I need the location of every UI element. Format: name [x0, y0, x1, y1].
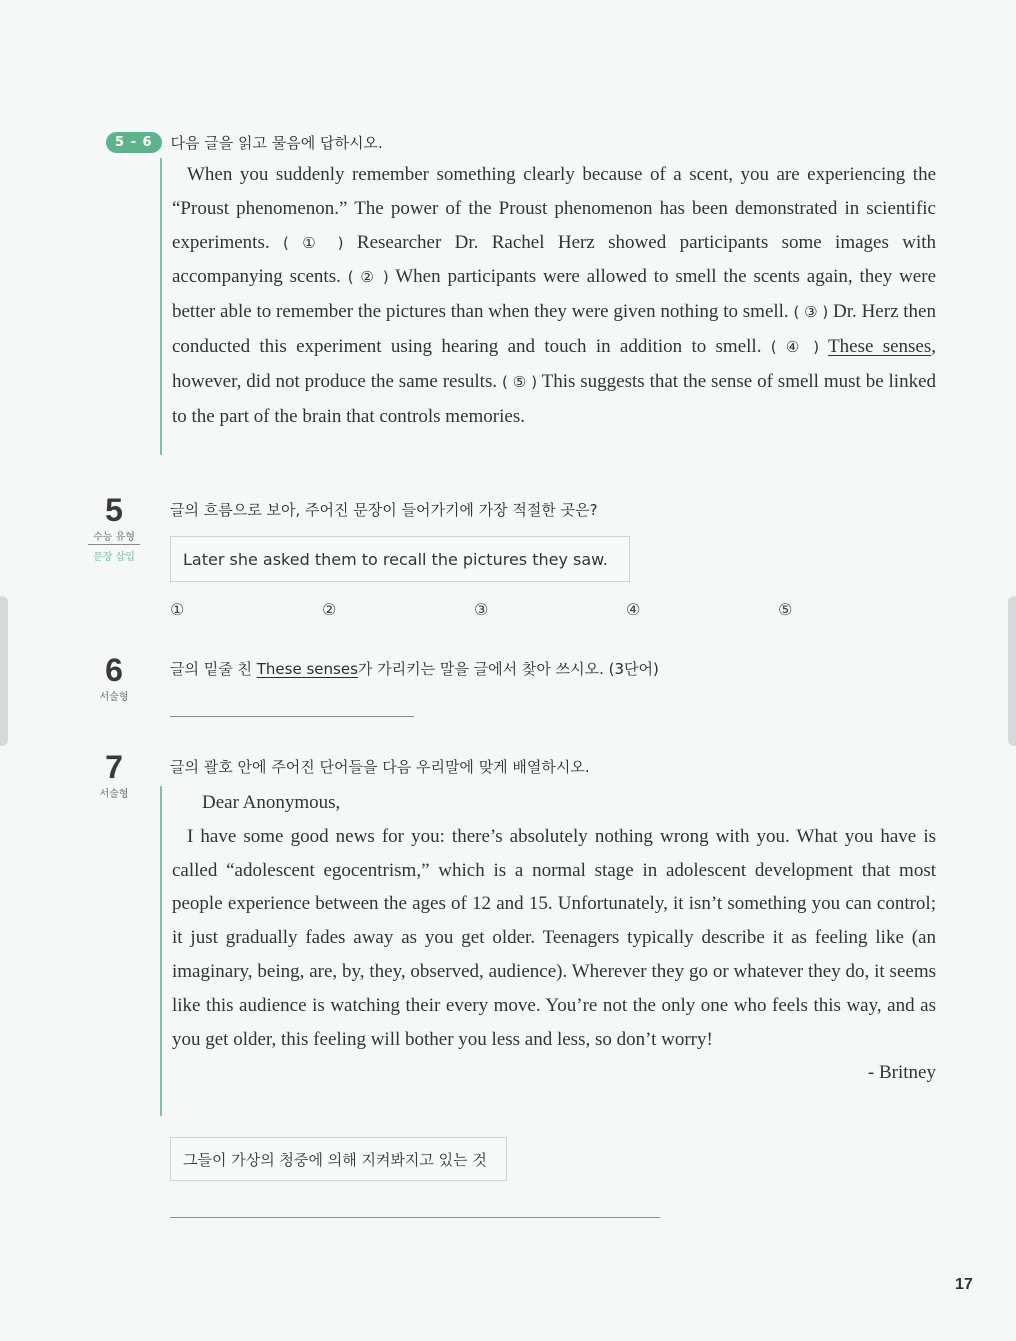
passage-paragraph: When you suddenly remember something clearly because of a scent, you are experiencing the “Proust phenomenon.” The power of the Proust phenomenon has been demonstrated in scientific experiments. ( ① ) Researcher Dr. Rachel Herz showed participants some images with accompanying scents. ( ② ) When participants were allowed to smell the scents again, they were better able to remember the pictures than when they were given nothing to smell. ( ③ ) Dr. Herz then conducted this experiment using hearing and touch in addition to smell. ( ④ ) These senses, however, did not produce the same results. ( ⑤ ) This suggests that the sense of smell must be linked to the part of the brain that controls memories.	[172, 164, 937, 427]
letter-signature: - Britney	[867, 1062, 936, 1084]
section-instruction: 다음 글을 읽고 물음에 답하시오.	[170, 134, 383, 152]
question-7-prompt: 글의 괄호 안에 주어진 단어들을 다음 우리말에 맞게 배열하시오.	[170, 758, 590, 776]
question-6-number: 6	[105, 652, 123, 688]
insertion-marker-2: ( ② )	[347, 268, 389, 287]
page-number: 17	[955, 1276, 973, 1293]
question-7-answer-line[interactable]	[170, 1217, 660, 1218]
letter-greeting: Dear Anonymous,	[202, 792, 341, 813]
question-5-tag-divider	[88, 544, 140, 545]
question-5-subtype-tag: 문장 삽입	[93, 552, 135, 563]
insertion-marker-4: ( ④ )	[770, 337, 820, 356]
question-6-prompt: 글의 밑줄 친 These senses가 가리키는 말을 글에서 찾아 쓰시오. (3단어)	[170, 660, 659, 678]
right-page-tab[interactable]	[1008, 596, 1016, 746]
korean-hint: 그들이 가상의 청중에 의해 지켜봐지고 있는 것	[183, 1150, 487, 1169]
question-7-type-tag: 서술형	[99, 789, 129, 800]
choice-5[interactable]: ⑤	[778, 600, 793, 619]
choice-4[interactable]: ④	[626, 600, 641, 619]
question-5-type-tag: 수능 유형	[93, 532, 135, 543]
given-sentence-box	[170, 536, 630, 582]
question-5-number: 5	[105, 492, 123, 528]
underlined-reference: These senses	[256, 660, 358, 678]
reading-passage	[160, 158, 936, 455]
question-6-answer-line[interactable]	[170, 716, 414, 717]
question-5-prompt: 글의 흐름으로 보아, 주어진 문장이 들어가기에 가장 적절한 곳은?	[170, 501, 598, 519]
choice-1[interactable]: ①	[170, 600, 185, 619]
question-range-badge: 5 - 6	[106, 132, 162, 153]
section-header	[106, 132, 383, 153]
question-7-number: 7	[105, 749, 123, 785]
left-page-tab[interactable]	[0, 596, 8, 746]
given-sentence: Later she asked them to recall the pictures they saw.	[183, 549, 608, 569]
insertion-marker-5: ( ⑤ )	[501, 372, 538, 391]
insertion-marker-1: ( ① )	[282, 233, 344, 252]
letter-passage	[160, 786, 936, 1116]
insertion-marker-3: ( ③ )	[793, 303, 829, 322]
choice-3[interactable]: ③	[474, 600, 489, 619]
korean-hint-box	[170, 1137, 507, 1181]
letter-body: I have some good news for you: there’s absolutely nothing wrong with you. What you have is called “adolescent egocentrism,” which is a normal stage in adolescent development that most people experience between the ages of 12 and 15. Unfortunately, it isn’t something you can control; it just gradually fades away as you get older. Teenagers typically describe it as feeling like (an imaginary, being, are, by, they, observed, audience). Wherever they go or whatever they do, it seems like this audience is watching their every move. You’re not the only one who feels this way, and as you get older, this feeling will bother you less and less, so don’t worry!	[172, 825, 936, 1050]
choice-2[interactable]: ②	[322, 600, 337, 619]
question-6-type-tag: 서술형	[99, 692, 129, 703]
underlined-phrase: These senses	[828, 335, 932, 357]
